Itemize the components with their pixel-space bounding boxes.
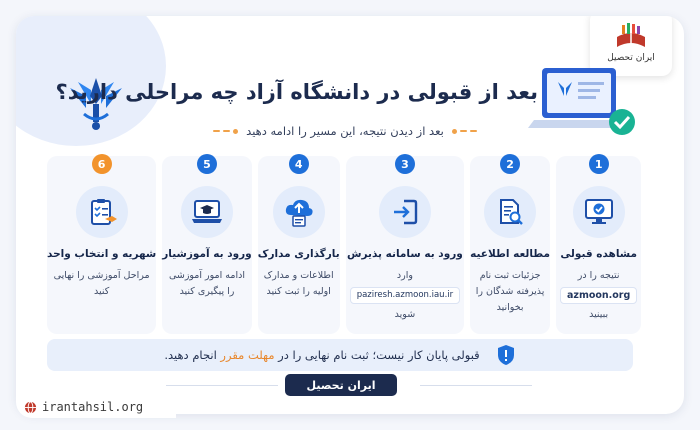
document-search-icon	[495, 197, 525, 227]
step-4	[258, 156, 340, 334]
brand-name: ایران تحصیل	[607, 53, 655, 63]
step-icon-wrap	[484, 186, 536, 238]
website-url: irantahsil.org	[42, 400, 144, 414]
notice-highlight: مهلت مقرر	[220, 348, 275, 362]
subtitle-row	[190, 122, 500, 140]
laptop-illustration-icon	[528, 62, 640, 146]
step-desc-before: نتیجه را در	[577, 270, 620, 281]
steps-row	[47, 156, 637, 334]
monitor-check-icon	[583, 197, 615, 227]
notice-text	[164, 348, 479, 362]
decor-dots-right	[452, 129, 477, 134]
step-desc: جزئیات ثبت نام پذیرفته شدگان را بخوانید	[475, 270, 545, 313]
website-link[interactable]	[16, 396, 176, 418]
azmoon-link[interactable]: azmoon.org	[560, 287, 637, 304]
globe-icon	[24, 401, 37, 414]
step-icon-wrap	[181, 186, 233, 238]
graduation-laptop-icon	[191, 198, 223, 226]
book-logo-icon	[614, 23, 648, 51]
step-number: 5	[197, 154, 217, 174]
footer-brand-label: ایران تحصیل	[285, 374, 397, 396]
footer-divider-left	[166, 385, 278, 386]
step-number: 2	[500, 154, 520, 174]
step-icon-wrap	[273, 186, 325, 238]
notice-bar	[47, 339, 633, 371]
step-desc-before: وارد	[396, 270, 413, 281]
notice-text-before: قبولی پایان کار نیست؛ ثبت نام نهایی را در	[278, 348, 480, 362]
footer-divider-right	[420, 385, 532, 386]
step-icon-wrap	[379, 186, 431, 238]
step-desc: اطلاعات و مدارک اولیه را ثبت کنید	[263, 270, 334, 297]
step-desc: مراحل آموزشی را نهایی کنید	[53, 270, 150, 297]
step-number: 4	[289, 154, 309, 174]
step-title: مطالعه اطلاعیه	[470, 248, 550, 260]
notice-text-after: انجام دهید.	[164, 348, 217, 362]
step-3	[346, 156, 464, 334]
step-number: 6	[92, 154, 112, 174]
login-arrow-icon	[390, 197, 420, 227]
step-desc-after: ببینید	[589, 309, 609, 320]
cloud-upload-icon	[283, 197, 315, 227]
step-icon-wrap	[573, 186, 625, 238]
step-title: بارگذاری مدارک	[257, 248, 340, 260]
step-desc	[556, 268, 641, 323]
step-6	[47, 156, 156, 334]
infographic-card	[16, 16, 684, 414]
step-desc: ادامه امور آموزشی را پیگیری کنید	[168, 270, 245, 297]
step-desc-after: شوید	[394, 309, 416, 320]
clipboard-checklist-icon	[87, 197, 117, 227]
step-2	[470, 156, 550, 334]
step-icon-wrap	[76, 186, 128, 238]
step-number: 3	[395, 154, 415, 174]
admission-portal-link[interactable]: paziresh.azmoon.iau.ir	[350, 287, 460, 304]
step-5	[162, 156, 251, 334]
step-title: ورود به آموزشیار	[162, 248, 252, 260]
page-subtitle: بعد از دیدن نتیجه، این مسیر را ادامه دهید	[246, 124, 444, 138]
step-desc	[346, 268, 464, 323]
step-title: شهریه و انتخاب واحد	[47, 248, 157, 260]
step-title: مشاهده قبولی	[560, 248, 637, 260]
page-title: بعد از قبولی در دانشگاه آزاد چه مراحلی دارید؟	[55, 80, 538, 104]
decor-dots-left	[213, 129, 238, 134]
step-number: 1	[589, 154, 609, 174]
shield-alert-icon	[496, 344, 516, 366]
step-title: ورود به سامانه پذیرش	[347, 248, 463, 260]
step-1	[556, 156, 641, 334]
